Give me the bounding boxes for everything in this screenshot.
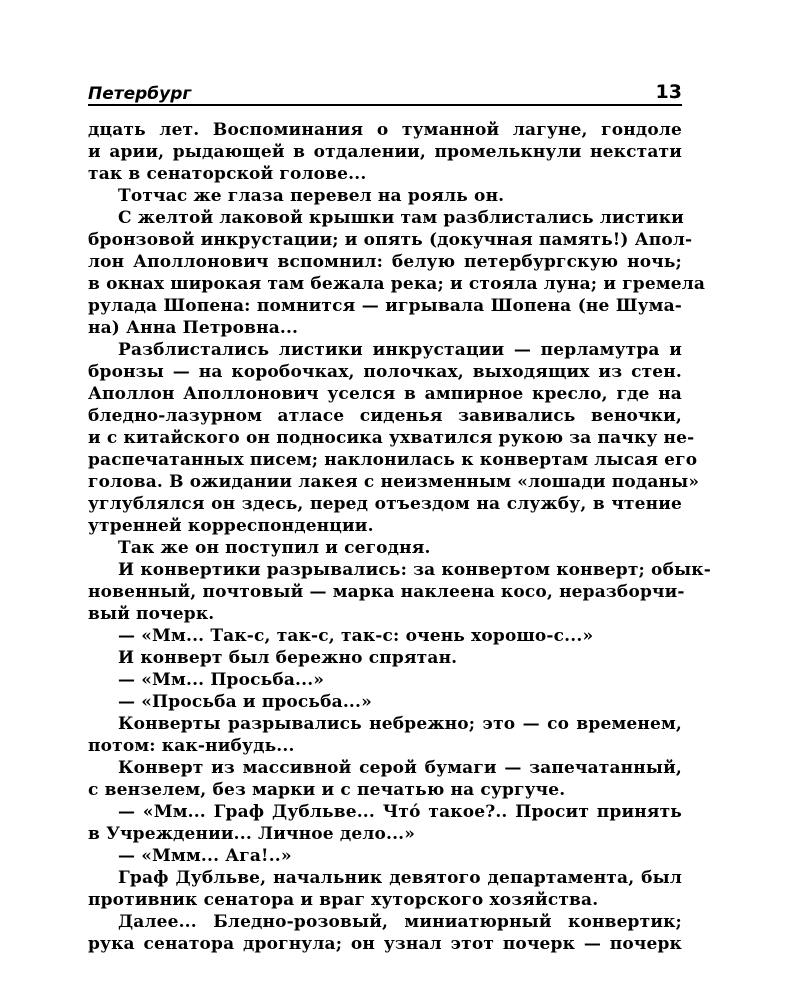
text-line: С желтой лаковой крышки там разблистались листики — [118, 208, 684, 228]
text-line: распечатанных писем; наклонилась к конвертам лысая его — [88, 450, 698, 470]
page-header — [88, 81, 682, 106]
text-line: — «Мм... Просьба...» — [118, 670, 325, 690]
text-line: Конверт из массивной серой бумаги — запечатанный, — [118, 758, 682, 778]
text-line: углублялся он здесь, перед отъездом на службу, в чтение — [88, 494, 682, 514]
text-line: — «Мм... Так-с, так-с, так-с: очень хорошо-с...» — [118, 626, 594, 646]
text-line: И конвертики разрывались: за конвертом конверт; обык- — [118, 560, 711, 580]
text-line: бледно-лазурном атласе сиденья завивались веночки, — [88, 406, 682, 426]
text-line: на) Анна Петровна... — [88, 318, 299, 338]
text-line: и арии, рыдающей в отдалении, промелькнули некстати — [88, 142, 682, 162]
text-line: в Учреждении... Личное дело...» — [88, 824, 416, 844]
text-line: рука сенатора дрогнула; он узнал этот почерк — почерк — [88, 934, 682, 954]
text-line: новенный, почтовый — марка наклеена косо, неразборчи- — [88, 582, 685, 602]
text-line: потом: как-нибудь... — [88, 736, 295, 756]
text-line: лон Аполлонович вспомнил: белую петербургскую ночь; — [88, 252, 682, 272]
page-number: 13 — [655, 81, 682, 103]
text-line: И конверт был бережно спрятан. — [118, 648, 458, 668]
text-line: Далее... Бледно-розовый, миниатюрный конвертик; — [118, 912, 682, 932]
text-line: и с китайского он подносика ухватился рукою за пачку не- — [88, 428, 695, 448]
running-head: Петербург — [88, 84, 192, 104]
text-line: бронзовой инкрустации; и опять (докучная память!) Апол- — [88, 230, 693, 250]
text-line: дцать лет. Воспоминания о туманной лагуне, гондоле — [88, 120, 682, 140]
text-line: бронзы — на коробочках, полочках, выходящих из стен. — [88, 362, 682, 382]
text-line: вый почерк. — [88, 604, 215, 624]
text-line: с вензелем, без марки и с печатью на сургуче. — [88, 780, 566, 800]
text-line: Так же он поступил и сегодня. — [118, 538, 431, 558]
text-line: Разблистались листики инкрустации — перламутра и — [118, 340, 682, 360]
text-line: противник сенатора и враг хуторского хозяйства. — [88, 890, 599, 910]
text-line: Тотчас же глаза перевел на рояль он. — [118, 186, 505, 206]
text-line: в окнах широкая там бежала река; и стояла луна; и гремела — [88, 274, 706, 294]
text-line: — «Просьба и просьба...» — [118, 692, 372, 712]
text-line: Граф Дубльве, начальник девятого департамента, был — [118, 868, 682, 888]
text-line: Аполлон Аполлонович уселся в ампирное кресло, где на — [88, 384, 682, 404]
text-line: — «Ммм... Ага!..» — [118, 846, 292, 866]
text-line: так в сенаторской голове... — [88, 164, 367, 184]
text-line: голова. В ожидании лакея с неизменным «лошади поданы» — [88, 472, 700, 492]
text-line: Конверты разрывались небрежно; это — со временем, — [118, 714, 682, 734]
text-line: — «Мм... Граф Дубльве... Что́ такое?.. Просит принять — [118, 802, 682, 822]
body-text — [88, 119, 711, 955]
text-line: утренней корреспонденции. — [88, 516, 374, 536]
text-line: рулада Шопена: помнится — игрывала Шопена (не Шума- — [88, 296, 682, 316]
